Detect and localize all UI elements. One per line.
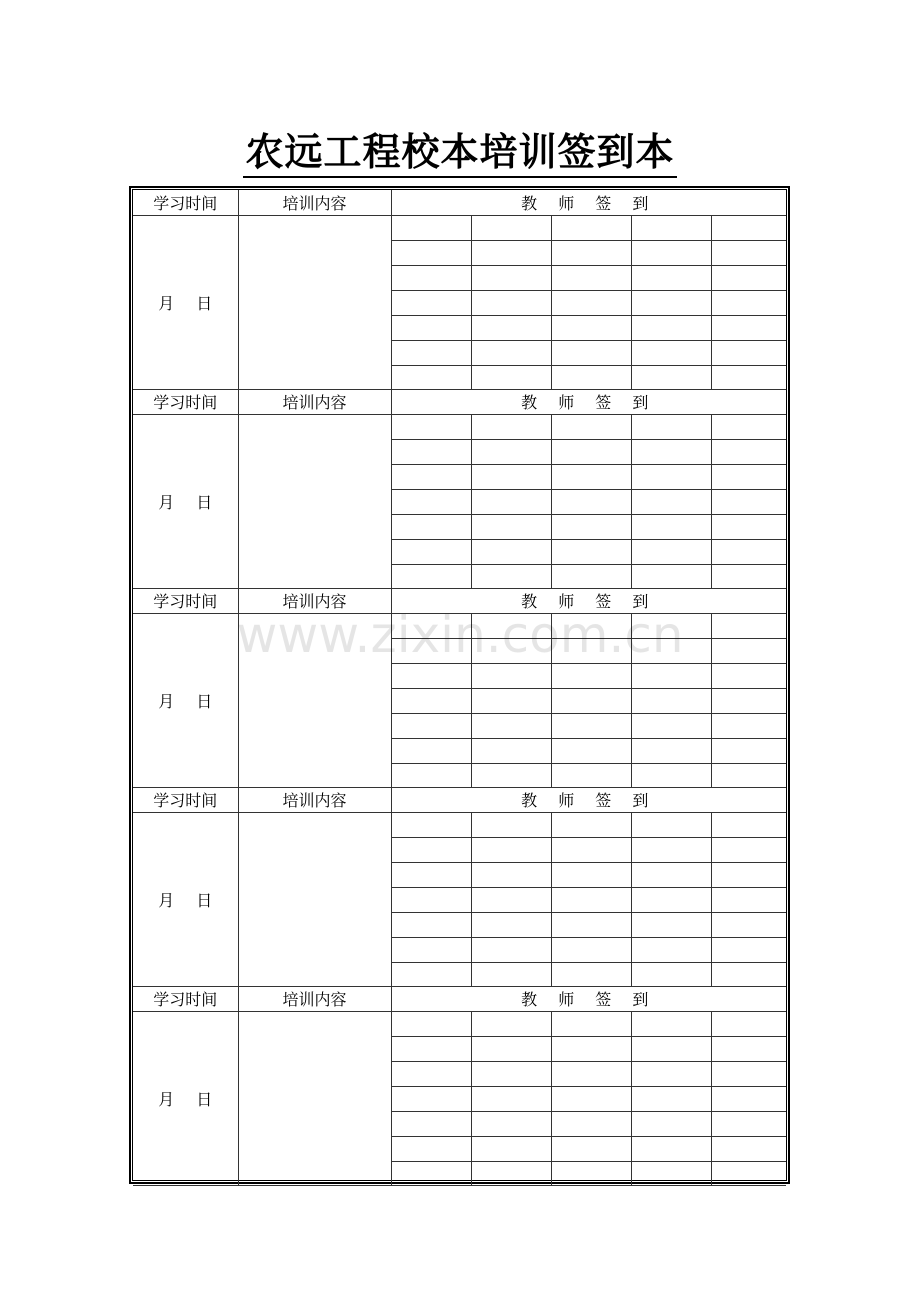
signature-cell[interactable] [711, 1061, 786, 1086]
signature-cell[interactable] [711, 912, 786, 937]
training-content-header: 培训内容 [238, 986, 391, 1011]
signature-cell[interactable] [471, 215, 551, 240]
signature-cell[interactable] [711, 240, 786, 265]
signature-cell[interactable] [631, 489, 711, 514]
signature-cell[interactable] [711, 937, 786, 962]
training-content-cell[interactable] [238, 215, 391, 389]
signature-cell[interactable] [631, 1086, 711, 1111]
signature-cell[interactable] [471, 763, 551, 787]
signature-cell[interactable] [471, 240, 551, 265]
signature-cell[interactable] [471, 514, 551, 539]
study-date-cell[interactable] [133, 812, 238, 986]
signature-cell[interactable] [711, 414, 786, 439]
signature-cell[interactable] [391, 315, 471, 340]
signature-cell[interactable] [551, 937, 631, 962]
signature-cell[interactable] [711, 837, 786, 862]
day-label: 日 [196, 293, 213, 313]
signature-cell[interactable] [551, 290, 631, 315]
signature-cell[interactable] [631, 1161, 711, 1185]
signature-cell[interactable] [551, 1061, 631, 1086]
signature-cell[interactable] [551, 613, 631, 638]
signature-cell[interactable] [631, 514, 711, 539]
signature-cell[interactable] [631, 912, 711, 937]
sign-row [133, 1011, 786, 1036]
signature-cell[interactable] [551, 1136, 631, 1161]
signature-cell[interactable] [711, 489, 786, 514]
signature-cell[interactable] [471, 439, 551, 464]
signature-cell[interactable] [471, 1011, 551, 1036]
signature-cell[interactable] [471, 1061, 551, 1086]
signature-cell[interactable] [711, 290, 786, 315]
signature-cell[interactable] [711, 464, 786, 489]
signature-cell[interactable] [711, 962, 786, 986]
study-time-header: 学习时间 [133, 787, 238, 812]
signature-cell[interactable] [711, 688, 786, 713]
signature-cell[interactable] [391, 862, 471, 887]
signature-cell[interactable] [391, 464, 471, 489]
teacher-sign-header: 教 师 签 到 [391, 389, 786, 414]
signature-cell[interactable] [551, 862, 631, 887]
signature-cell[interactable] [551, 663, 631, 688]
signature-cell[interactable] [551, 464, 631, 489]
study-time-header: 学习时间 [133, 588, 238, 613]
study-time-header: 学习时间 [133, 190, 238, 215]
signature-cell[interactable] [391, 215, 471, 240]
signature-cell[interactable] [631, 812, 711, 837]
signature-cell[interactable] [631, 1136, 711, 1161]
signature-cell[interactable] [471, 1161, 551, 1185]
training-content-header: 培训内容 [238, 588, 391, 613]
signature-cell[interactable] [551, 514, 631, 539]
teacher-sign-header: 教 师 签 到 [391, 986, 786, 1011]
study-time-header: 学习时间 [133, 389, 238, 414]
signature-cell[interactable] [391, 414, 471, 439]
month-label: 月 [158, 691, 175, 711]
signature-cell[interactable] [711, 713, 786, 738]
signature-cell[interactable] [471, 887, 551, 912]
signature-cell[interactable] [391, 489, 471, 514]
signature-cell[interactable] [551, 1161, 631, 1185]
month-label: 月 [158, 1089, 175, 1109]
signature-cell[interactable] [471, 713, 551, 738]
signature-cell[interactable] [551, 564, 631, 588]
signature-cell[interactable] [471, 937, 551, 962]
signature-cell[interactable] [471, 1111, 551, 1136]
block-header-row [133, 588, 786, 613]
signature-cell[interactable] [551, 688, 631, 713]
signature-cell[interactable] [551, 738, 631, 763]
signature-cell[interactable] [391, 738, 471, 763]
signature-cell[interactable] [631, 713, 711, 738]
watermark: www.zixin.com.cn [236, 606, 684, 664]
signature-cell[interactable] [551, 1011, 631, 1036]
study-time-header: 学习时间 [133, 986, 238, 1011]
signature-cell[interactable] [471, 962, 551, 986]
signature-cell[interactable] [391, 688, 471, 713]
signature-cell[interactable] [711, 1111, 786, 1136]
signature-cell[interactable] [471, 738, 551, 763]
signature-cell[interactable] [391, 937, 471, 962]
signature-cell[interactable] [391, 812, 471, 837]
signature-cell[interactable] [471, 365, 551, 389]
signature-cell[interactable] [391, 539, 471, 564]
signature-cell[interactable] [631, 688, 711, 713]
signature-cell[interactable] [471, 1036, 551, 1061]
signature-cell[interactable] [631, 215, 711, 240]
training-content-header: 培训内容 [238, 787, 391, 812]
signature-cell[interactable] [631, 962, 711, 986]
signature-cell[interactable] [551, 837, 631, 862]
signature-cell[interactable] [711, 738, 786, 763]
signature-cell[interactable] [391, 365, 471, 389]
training-content-cell[interactable] [238, 1011, 391, 1185]
sign-in-table [133, 190, 786, 1186]
signature-cell[interactable] [711, 812, 786, 837]
signature-cell[interactable] [551, 1086, 631, 1111]
signature-cell[interactable] [471, 489, 551, 514]
signature-cell[interactable] [471, 663, 551, 688]
signature-cell[interactable] [711, 1161, 786, 1185]
signature-cell[interactable] [711, 663, 786, 688]
signature-cell[interactable] [631, 414, 711, 439]
signature-cell[interactable] [631, 837, 711, 862]
signature-cell[interactable] [551, 414, 631, 439]
study-date-cell[interactable] [133, 613, 238, 787]
signature-cell[interactable] [551, 962, 631, 986]
signature-cell[interactable] [391, 340, 471, 365]
signature-cell[interactable] [551, 340, 631, 365]
day-label: 日 [196, 1089, 213, 1109]
signature-cell[interactable] [391, 962, 471, 986]
signature-cell[interactable] [391, 240, 471, 265]
signature-cell[interactable] [711, 1036, 786, 1061]
signature-cell[interactable] [631, 564, 711, 588]
training-content-header: 培训内容 [238, 389, 391, 414]
signature-cell[interactable] [391, 713, 471, 738]
signature-cell[interactable] [631, 738, 711, 763]
signature-cell[interactable] [391, 663, 471, 688]
signature-cell[interactable] [631, 763, 711, 787]
signature-cell[interactable] [711, 613, 786, 638]
signature-cell[interactable] [711, 763, 786, 787]
signature-cell[interactable] [551, 638, 631, 663]
block-header-row [133, 190, 786, 215]
signature-cell[interactable] [631, 663, 711, 688]
signature-cell[interactable] [551, 812, 631, 837]
signature-cell[interactable] [471, 265, 551, 290]
block-header-row [133, 787, 786, 812]
signature-cell[interactable] [711, 539, 786, 564]
month-label: 月 [158, 293, 175, 313]
signature-cell[interactable] [711, 564, 786, 588]
signature-cell[interactable] [471, 564, 551, 588]
page-title-wrap [0, 128, 920, 176]
signature-cell[interactable] [711, 365, 786, 389]
signature-cell[interactable] [551, 240, 631, 265]
signature-cell[interactable] [391, 613, 471, 638]
signature-cell[interactable] [631, 862, 711, 887]
training-content-cell[interactable] [238, 613, 391, 787]
signature-cell[interactable] [391, 837, 471, 862]
signature-cell[interactable] [551, 539, 631, 564]
block-header-row [133, 986, 786, 1011]
signature-cell[interactable] [551, 215, 631, 240]
signature-cell[interactable] [391, 887, 471, 912]
day-label: 日 [196, 492, 213, 512]
signature-cell[interactable] [631, 887, 711, 912]
signature-cell[interactable] [711, 1011, 786, 1036]
teacher-sign-header: 教 师 签 到 [391, 787, 786, 812]
signature-cell[interactable] [551, 763, 631, 787]
signature-cell[interactable] [471, 340, 551, 365]
teacher-sign-header: 教 师 签 到 [391, 190, 786, 215]
signature-cell[interactable] [711, 887, 786, 912]
signature-cell[interactable] [391, 439, 471, 464]
signature-cell[interactable] [711, 1086, 786, 1111]
day-label: 日 [196, 691, 213, 711]
sign-row [133, 414, 786, 439]
signature-cell[interactable] [631, 638, 711, 663]
teacher-sign-header: 教 师 签 到 [391, 588, 786, 613]
sign-row [133, 215, 786, 240]
study-date-cell[interactable] [133, 215, 238, 389]
signature-cell[interactable] [711, 439, 786, 464]
signature-cell[interactable] [471, 1086, 551, 1111]
signature-cell[interactable] [551, 713, 631, 738]
training-content-cell[interactable] [238, 414, 391, 588]
signature-cell[interactable] [471, 613, 551, 638]
signature-cell[interactable] [711, 340, 786, 365]
signature-cell[interactable] [631, 613, 711, 638]
signature-cell[interactable] [631, 265, 711, 290]
signature-cell[interactable] [471, 414, 551, 439]
month-label: 月 [158, 890, 175, 910]
signature-cell[interactable] [631, 1111, 711, 1136]
signature-cell[interactable] [391, 1111, 471, 1136]
signature-cell[interactable] [631, 439, 711, 464]
signature-cell[interactable] [391, 290, 471, 315]
signature-cell[interactable] [471, 837, 551, 862]
signature-cell[interactable] [551, 912, 631, 937]
study-date-cell[interactable] [133, 1011, 238, 1185]
signature-cell[interactable] [551, 315, 631, 340]
signature-cell[interactable] [391, 1061, 471, 1086]
signature-cell[interactable] [631, 240, 711, 265]
signature-cell[interactable] [391, 1011, 471, 1036]
signature-cell[interactable] [551, 489, 631, 514]
signature-cell[interactable] [551, 1111, 631, 1136]
sign-row [133, 613, 786, 638]
signature-cell[interactable] [551, 887, 631, 912]
signature-cell[interactable] [471, 862, 551, 887]
page-title: 农远工程校本培训签到本 [243, 129, 676, 178]
signature-cell[interactable] [631, 315, 711, 340]
signature-cell[interactable] [391, 1161, 471, 1185]
signature-cell[interactable] [391, 265, 471, 290]
training-content-header: 培训内容 [238, 190, 391, 215]
training-content-cell[interactable] [238, 812, 391, 986]
signature-cell[interactable] [391, 1136, 471, 1161]
signature-cell[interactable] [631, 365, 711, 389]
signature-cell[interactable] [471, 1136, 551, 1161]
day-label: 日 [196, 890, 213, 910]
signature-cell[interactable] [471, 464, 551, 489]
sign-row [133, 812, 786, 837]
signature-cell[interactable] [551, 1036, 631, 1061]
signature-cell[interactable] [631, 340, 711, 365]
signature-cell[interactable] [391, 1036, 471, 1061]
signature-cell[interactable] [551, 439, 631, 464]
signature-cell[interactable] [711, 215, 786, 240]
signature-cell[interactable] [631, 1036, 711, 1061]
signature-cell[interactable] [631, 290, 711, 315]
signature-cell[interactable] [391, 763, 471, 787]
signature-cell[interactable] [471, 315, 551, 340]
signature-cell[interactable] [471, 812, 551, 837]
signature-cell[interactable] [471, 912, 551, 937]
month-label: 月 [158, 492, 175, 512]
signature-cell[interactable] [471, 638, 551, 663]
signature-cell[interactable] [391, 912, 471, 937]
sheet-inner-border [132, 189, 787, 1181]
signature-cell[interactable] [391, 564, 471, 588]
signature-cell[interactable] [551, 365, 631, 389]
study-date-cell[interactable] [133, 414, 238, 588]
signature-cell[interactable] [711, 265, 786, 290]
signature-cell[interactable] [711, 638, 786, 663]
signature-cell[interactable] [551, 265, 631, 290]
signature-cell[interactable] [391, 638, 471, 663]
sign-in-sheet [129, 186, 790, 1184]
signature-cell[interactable] [631, 464, 711, 489]
signature-cell[interactable] [391, 514, 471, 539]
signature-cell[interactable] [631, 1061, 711, 1086]
block-header-row [133, 389, 786, 414]
signature-cell[interactable] [631, 539, 711, 564]
signature-cell[interactable] [391, 1086, 471, 1111]
signature-cell[interactable] [711, 514, 786, 539]
signature-cell[interactable] [471, 688, 551, 713]
signature-cell[interactable] [471, 539, 551, 564]
signature-cell[interactable] [631, 937, 711, 962]
signature-cell[interactable] [711, 1136, 786, 1161]
signature-cell[interactable] [711, 315, 786, 340]
signature-cell[interactable] [711, 862, 786, 887]
signature-cell[interactable] [471, 290, 551, 315]
signature-cell[interactable] [631, 1011, 711, 1036]
